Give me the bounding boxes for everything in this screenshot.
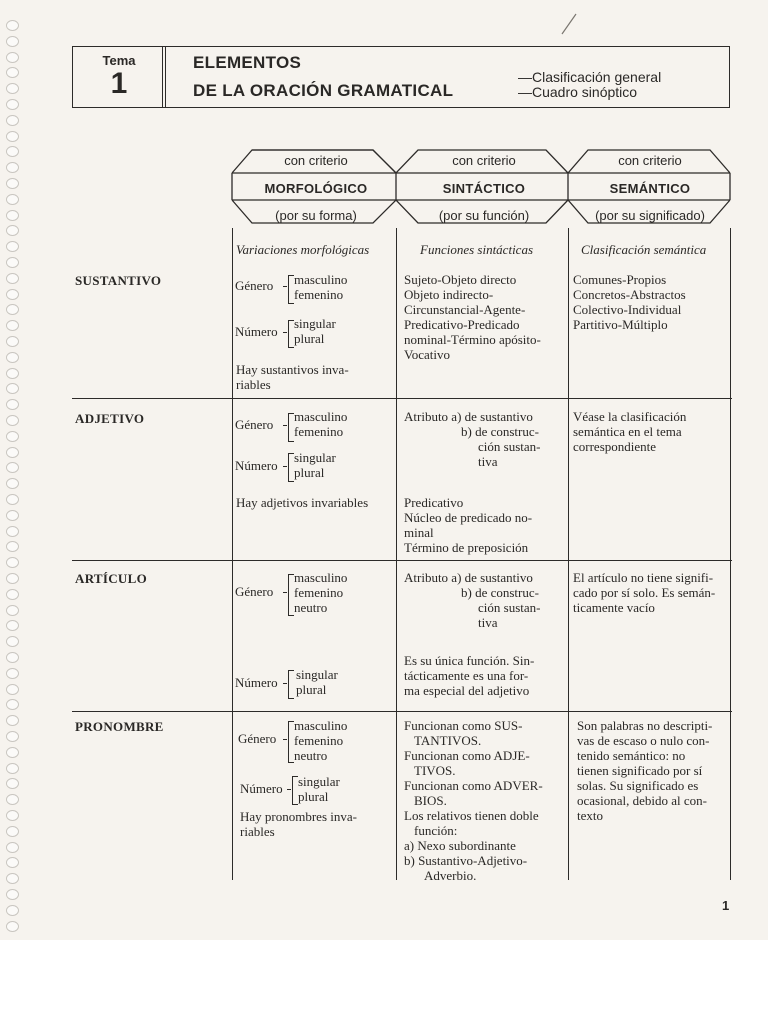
binding-hole: [6, 273, 19, 284]
criterion-bottom: (por su función): [438, 208, 530, 223]
row-label-pronombre: PRONOMBRE: [75, 719, 164, 734]
numero-option: plural: [294, 465, 325, 480]
note-line: Hay sustantivos inva-: [236, 362, 349, 377]
note-line: riables: [236, 377, 271, 392]
syntax-line: Objeto indirecto-: [404, 287, 494, 302]
semantic-line: tienen significado por sí: [577, 763, 703, 778]
binding-hole: [6, 67, 19, 78]
title-line-2: DE LA ORACIÓN GRAMATICAL: [193, 81, 454, 100]
column-divider: [568, 228, 569, 880]
binding-hole: [6, 304, 19, 315]
row-divider: [72, 560, 732, 561]
binding-hole: [6, 399, 19, 410]
semantic-line: Véase la clasificación: [573, 409, 687, 424]
binding-hole: [6, 257, 19, 268]
column-header-morphology: Variaciones morfológicas: [236, 242, 370, 257]
semantic-line: ticamente vacío: [573, 600, 655, 615]
tema-number: 1: [110, 67, 128, 100]
genero-option: masculino: [294, 718, 348, 733]
binding-hole: [6, 620, 19, 631]
binding-hole: [6, 478, 19, 489]
binding-hole: [6, 336, 19, 347]
brace-dash: [283, 466, 287, 467]
binding-hole: [6, 368, 19, 379]
criterion-syntactic: [398, 153, 570, 228]
criterion-bottom: (por su forma): [275, 208, 357, 223]
numero-label: Número: [240, 781, 283, 796]
criterion-top: con criterio: [452, 153, 516, 168]
genero-label: Género: [235, 584, 274, 599]
syntax-line: a) Nexo subordinante: [404, 838, 516, 853]
binding-hole: [6, 873, 19, 884]
genero-option: neutro: [294, 748, 328, 763]
syntax-line: Adverbio.: [424, 868, 477, 883]
syntax-line: tácticamente es una for-: [404, 668, 529, 683]
binding-hole: [6, 462, 19, 473]
genero-label: Género: [235, 278, 274, 293]
syntax-line: Circunstancial-Agente-: [404, 302, 526, 317]
note-line: riables: [240, 824, 275, 839]
subtitle-line-2: —Cuadro sinóptico: [518, 84, 638, 100]
syntax-line: minal: [404, 525, 434, 540]
binding-hole: [6, 162, 19, 173]
criterion-name: SINTÁCTICO: [442, 181, 526, 196]
binding-hole: [6, 668, 19, 679]
brace: [288, 670, 294, 699]
semantic-line: correspondiente: [573, 439, 657, 454]
column-divider: [232, 228, 233, 880]
semantic-line: texto: [577, 808, 603, 823]
syntax-line: ción sustan-: [478, 600, 541, 615]
column-divider: [730, 228, 731, 880]
binding-hole: [6, 241, 19, 252]
syntax-line: TANTIVOS.: [414, 733, 482, 748]
binding-hole: [6, 36, 19, 47]
syntax-line: Atributo a) de sustantivo: [404, 570, 533, 585]
syntax-line: b) de construc-: [461, 424, 539, 439]
syntax-line: Funcionan como SUS-: [404, 718, 523, 733]
syntax-line: b) Sustantivo-Adjetivo-: [404, 853, 528, 868]
semantic-line: El artículo no tiene signifi-: [573, 570, 714, 585]
binding-hole: [6, 210, 19, 221]
genero-label: Género: [238, 731, 277, 746]
binding-hole: [6, 810, 19, 821]
binding-hole: [6, 921, 19, 932]
binding-hole: [6, 573, 19, 584]
syntax-line: Atributo a) de sustantivo: [404, 409, 533, 424]
semantic-line: tenido semántico: no: [577, 748, 686, 763]
semantic-line: ocasional, debido al con-: [577, 793, 707, 808]
semantic-line: cado por sí solo. Es semán-: [573, 585, 716, 600]
criterion-bottom: (por su significado): [595, 208, 705, 223]
binding-hole: [6, 731, 19, 742]
row-divider: [72, 398, 732, 399]
brace-dash: [283, 683, 287, 684]
binding-hole: [6, 52, 19, 63]
binding-hole: [6, 526, 19, 537]
binding-hole: [6, 99, 19, 110]
criterion-semantic: [568, 153, 732, 228]
binding-hole: [6, 905, 19, 916]
binding-hole: [6, 146, 19, 157]
column-header-syntax: Funciones sintácticas: [420, 242, 534, 257]
numero-option: plural: [298, 789, 329, 804]
binding-hole: [6, 636, 19, 647]
tema-label: Tema: [102, 53, 136, 68]
binding-hole: [6, 320, 19, 331]
pen-mark-icon: [560, 10, 580, 36]
syntax-line: Predicativo: [404, 495, 464, 510]
genero-label: Género: [235, 417, 274, 432]
binding-hole: [6, 415, 19, 426]
brace-dash: [283, 332, 287, 333]
row-label-sustantivo: SUSTANTIVO: [75, 273, 162, 288]
note-line: Hay adjetivos invariables: [236, 495, 369, 510]
criterion-morphological: [232, 153, 400, 228]
genero-option: neutro: [294, 600, 328, 615]
binding-hole: [6, 826, 19, 837]
column-header-semantics: Clasificación semántica: [581, 242, 707, 257]
syntax-line: tiva: [478, 615, 498, 630]
numero-label: Número: [235, 458, 278, 473]
binding-hole: [6, 557, 19, 568]
binding-hole: [6, 763, 19, 774]
syntax-line: Núcleo de predicado no-: [404, 510, 533, 525]
genero-option: femenino: [294, 585, 344, 600]
syntax-line: Vocativo: [404, 347, 450, 362]
binding-hole: [6, 115, 19, 126]
binding-hole: [6, 494, 19, 505]
numero-option: singular: [298, 774, 340, 789]
binding-hole: [6, 589, 19, 600]
syntax-line: nominal-Término apósito-: [404, 332, 541, 347]
semantic-line: Partitivo-Múltiplo: [573, 317, 668, 332]
numero-option: plural: [294, 331, 325, 346]
page-margin: [0, 940, 768, 1024]
page-number: 1: [722, 898, 730, 913]
brace-dash: [287, 789, 291, 790]
spiral-binding: [2, 20, 22, 940]
binding-hole: [6, 352, 19, 363]
brace-dash: [283, 425, 287, 426]
genero-option: masculino: [294, 272, 348, 287]
syntax-line: Sujeto-Objeto directo: [404, 272, 517, 287]
semantic-line: Comunes-Propios: [573, 272, 667, 287]
binding-hole: [6, 794, 19, 805]
syntax-line: TIVOS.: [414, 763, 456, 778]
binding-hole: [6, 842, 19, 853]
syntax-line: tiva: [478, 454, 498, 469]
binding-hole: [6, 194, 19, 205]
semantic-line: vas de escaso o nulo con-: [577, 733, 710, 748]
genero-option: femenino: [294, 287, 344, 302]
binding-hole: [6, 889, 19, 900]
row-label-adjetivo: ADJETIVO: [75, 411, 145, 426]
brace-dash: [283, 592, 287, 593]
syntax-line: ción sustan-: [478, 439, 541, 454]
binding-hole: [6, 605, 19, 616]
semantic-line: solas. Su significado es: [577, 778, 699, 793]
binding-hole: [6, 431, 19, 442]
syntax-line: función:: [414, 823, 458, 838]
criterion-name: MORFOLÓGICO: [264, 181, 368, 196]
subtitle-line-1: —Clasificación general: [518, 69, 662, 85]
genero-option: femenino: [294, 424, 344, 439]
syntax-line: b) de construc-: [461, 585, 539, 600]
semantic-line: semántica en el tema: [573, 424, 682, 439]
binding-hole: [6, 178, 19, 189]
note-line: Hay pronombres inva-: [240, 809, 357, 824]
genero-option: masculino: [294, 570, 348, 585]
column-divider: [396, 228, 397, 880]
title-line-1: ELEMENTOS: [193, 53, 302, 72]
syntax-line: Término de preposición: [404, 540, 529, 555]
binding-hole: [6, 447, 19, 458]
numero-option: singular: [296, 667, 338, 682]
criterion-top: con criterio: [284, 153, 348, 168]
binding-hole: [6, 715, 19, 726]
numero-option: plural: [296, 682, 327, 697]
syntax-line: Funcionan como ADJE-: [404, 748, 530, 763]
row-label-articulo: ARTÍCULO: [75, 571, 148, 586]
syntax-line: Predicativo-Predicado: [404, 317, 520, 332]
genero-option: femenino: [294, 733, 344, 748]
semantic-line: Colectivo-Individual: [573, 302, 682, 317]
binding-hole: [6, 778, 19, 789]
binding-hole: [6, 289, 19, 300]
syntax-line: Funcionan como ADVER-: [404, 778, 543, 793]
criterion-name: SEMÁNTICO: [609, 181, 691, 196]
syntax-line: ma especial del adjetivo: [404, 683, 530, 698]
binding-hole: [6, 684, 19, 695]
tema-box: [73, 47, 166, 107]
brace-dash: [283, 286, 287, 287]
binding-hole: [6, 857, 19, 868]
binding-hole: [6, 510, 19, 521]
binding-hole: [6, 131, 19, 142]
binding-hole: [6, 747, 19, 758]
binding-hole: [6, 383, 19, 394]
numero-label: Número: [235, 675, 278, 690]
brace-dash: [283, 739, 287, 740]
numero-option: singular: [294, 450, 336, 465]
syntax-line: Los relativos tienen doble: [404, 808, 539, 823]
syntax-line: BIOS.: [414, 793, 447, 808]
binding-hole: [6, 699, 19, 710]
numero-label: Número: [235, 324, 278, 339]
semantic-line: Son palabras no descripti-: [577, 718, 713, 733]
header-box: [72, 46, 730, 108]
criterion-top: con criterio: [618, 153, 682, 168]
binding-hole: [6, 652, 19, 663]
binding-hole: [6, 541, 19, 552]
genero-option: masculino: [294, 409, 348, 424]
binding-hole: [6, 20, 19, 31]
numero-option: singular: [294, 316, 336, 331]
row-divider: [72, 711, 732, 712]
binding-hole: [6, 225, 19, 236]
syntax-line: Es su única función. Sin-: [404, 653, 535, 668]
binding-hole: [6, 83, 19, 94]
semantic-line: Concretos-Abstractos: [573, 287, 686, 302]
